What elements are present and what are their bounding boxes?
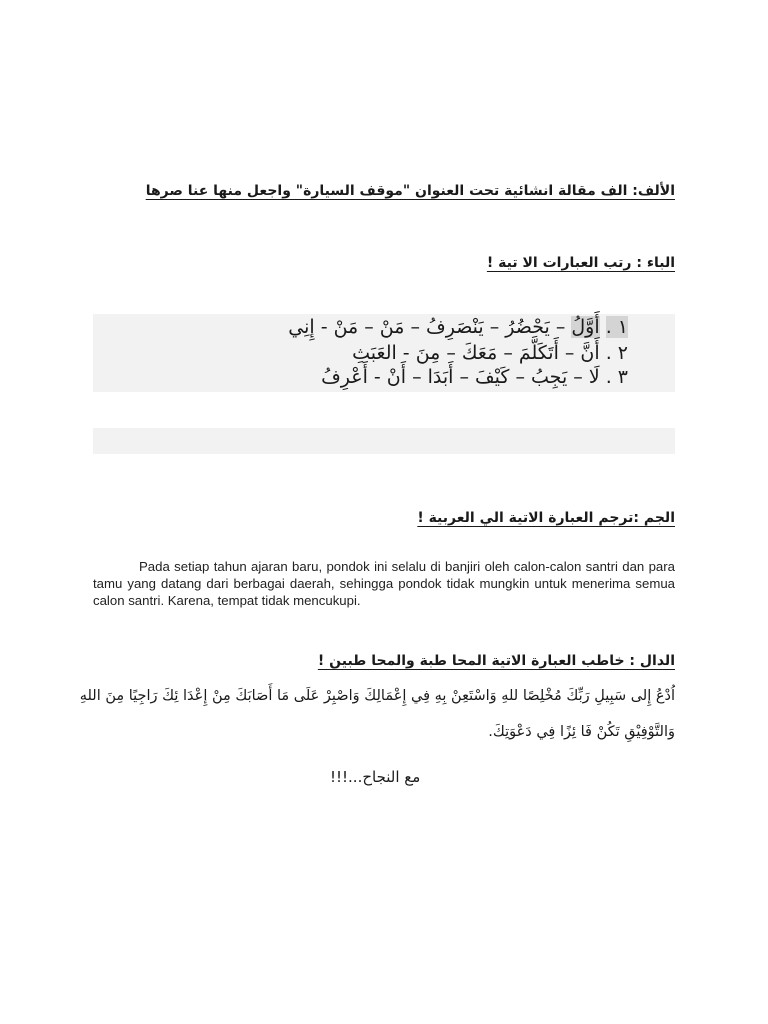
section-dal-heading: الدال : خاطب العبارة الاتية المحا طبة والمحا طبين ! <box>317 653 675 669</box>
arrangement-line-3: ٣ . لَا – يَجِبُ – كَيْفَ – أَبَدَا – أَنْ - أَعْرِفُ <box>321 366 628 388</box>
translation-paragraph: Pada setiap tahun ajaran baru, pondok ini selalu di banjiri oleh calon-calon santri dan para tamu yang datang dari berbagai daerah, sehingga pondok tidak mungkin untuk menerima semua calon santri. Karena, tempat tidak mencukupi. <box>93 559 675 609</box>
line-1-last-word: إِنِي <box>288 316 321 338</box>
closing-text: مع النجاح...!!! <box>330 768 421 786</box>
dal-text-line-1: اُدْعُ إِلى سَبِيلِ رَبِّكَ مُخْلِصًا للهِ وَاسْتَعِنْ بِهِ فِي إِعْمَالِكَ وَاصْبِرْ عَلَى مَا أَصَابَكَ مِنْ إِعْدَا ئِكَ رَاجِيًا مِنَ اللهِ <box>79 688 675 704</box>
highlighted-word: أَوَّلُ <box>571 316 600 338</box>
arrangement-line-1 <box>288 314 628 340</box>
section-jim-heading: الجم :ترجم العبارة الاتية الي العربية ! <box>417 510 675 526</box>
line-1-words: – يَحْضُرُ – يَنْصَرِفُ – مَنْ – مَنْ - <box>320 316 572 338</box>
dal-text-line-2: وَالتَّوْفِيْقِ تَكُنْ فَا ئِزًا فِي دَعْوَتِكَ. <box>488 724 675 740</box>
section-alif-heading: الألف: الف مقالة انشائية تحت العنوان "موقف السيارة" واجعل منها عنا صرها <box>145 183 675 199</box>
arrangement-line-2: ٢ . أَنَّ – أَتَكَلَّمَ – مَعَكَ – مِنَ - العَبَثِ <box>352 342 628 364</box>
line-number-1: ١ . <box>605 316 628 338</box>
section-ba-heading: الباء : رتب العبارات الا تية ! <box>486 255 675 271</box>
empty-answer-box <box>93 428 675 454</box>
